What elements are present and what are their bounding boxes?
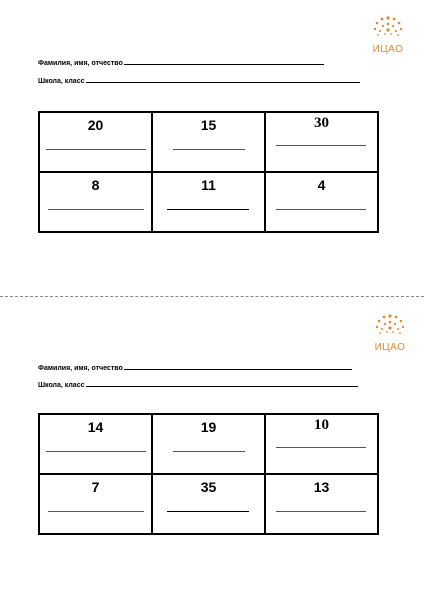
grid-cell [265, 414, 378, 474]
name-field [38, 363, 352, 372]
worksheet-card-2 [0, 300, 424, 600]
grid-cell [265, 172, 378, 232]
grid-cell [265, 474, 378, 534]
grid-cell [152, 112, 265, 172]
answer-line[interactable] [46, 149, 146, 150]
name-label: Фамилия, имя, отчество [38, 365, 123, 372]
answer-line[interactable] [167, 511, 249, 512]
grid-row [39, 172, 378, 232]
answer-line[interactable] [48, 209, 144, 210]
grid-row [39, 414, 378, 474]
cell-number: 8 [91, 177, 100, 193]
grid-cell [39, 112, 152, 172]
cell-number: 4 [317, 177, 326, 193]
icao-logo [368, 14, 408, 60]
grid-cell [152, 414, 265, 474]
cell-number: 35 [200, 479, 217, 495]
logo-text: ИЦАО [372, 44, 404, 55]
school-label: Школа, класс [38, 78, 85, 85]
grid-cell [39, 414, 152, 474]
name-label: Фамилия, имя, отчество [38, 60, 123, 67]
cell-number: 10 [314, 417, 329, 433]
icao-logo [370, 312, 410, 358]
answer-line[interactable] [48, 511, 144, 512]
answer-line[interactable] [276, 209, 366, 210]
school-blank[interactable] [86, 76, 360, 83]
name-blank[interactable] [124, 363, 352, 370]
dot-burst-icon [370, 312, 410, 346]
grid-cell [39, 474, 152, 534]
answer-line[interactable] [173, 451, 245, 452]
number-grid [38, 413, 379, 535]
name-blank[interactable] [124, 58, 324, 65]
grid-cell [39, 172, 152, 232]
number-grid [38, 111, 379, 233]
answer-line[interactable] [167, 209, 249, 210]
cell-number: 15 [200, 117, 217, 133]
answer-line[interactable] [276, 145, 366, 146]
school-blank[interactable] [86, 380, 358, 387]
cell-number: 20 [87, 117, 104, 133]
grid-row [39, 112, 378, 172]
answer-line[interactable] [173, 149, 245, 150]
cell-number: 30 [314, 115, 329, 131]
name-field [38, 58, 324, 67]
school-field [38, 380, 358, 389]
school-field [38, 76, 360, 85]
grid-row [39, 474, 378, 534]
cut-line [0, 296, 424, 297]
cell-number: 14 [87, 419, 104, 435]
cell-number: 11 [201, 177, 216, 193]
cell-number: 7 [91, 479, 100, 495]
grid-cell [152, 474, 265, 534]
school-label: Школа, класс [38, 382, 85, 389]
answer-line[interactable] [276, 511, 366, 512]
answer-line[interactable] [276, 447, 366, 448]
cell-number: 13 [313, 479, 330, 495]
answer-line[interactable] [46, 451, 146, 452]
cell-number: 19 [200, 419, 217, 435]
grid-cell [152, 172, 265, 232]
dot-burst-icon [368, 14, 408, 48]
logo-text: ИЦАО [374, 342, 406, 353]
grid-cell [265, 112, 378, 172]
